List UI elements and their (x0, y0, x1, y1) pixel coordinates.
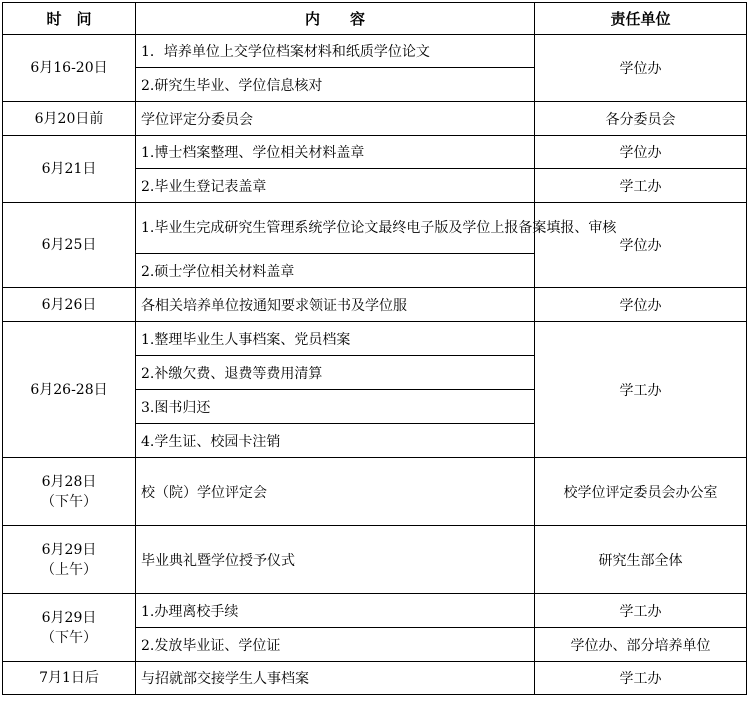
time-note: （上午） (41, 561, 97, 578)
unit-cell: 学工办 (535, 662, 747, 695)
unit-cell: 学工办 (535, 594, 747, 628)
time-cell: 6月26日 (3, 288, 136, 322)
unit-cell: 学位办 (535, 136, 747, 169)
table-row (3, 322, 747, 356)
table-row (3, 458, 747, 526)
content-cell: 1.办理离校手续 (136, 594, 535, 628)
unit-cell: 学位办 (535, 35, 747, 102)
unit-cell: 学位办 (535, 288, 747, 322)
content-cell: 4.学生证、校园卡注销 (136, 424, 535, 458)
content-cell: 学位评定分委员会 (136, 102, 535, 136)
time-cell: 6月16-20日 (3, 35, 136, 102)
content-cell: 2.补缴欠费、退费等费用清算 (136, 356, 535, 390)
content-cell: 1．培养单位上交学位档案材料和纸质学位论文 (136, 35, 535, 68)
table-row (3, 288, 747, 322)
unit-cell: 学工办 (535, 322, 747, 458)
content-cell: 各相关培养单位按通知要求领证书及学位服 (136, 288, 535, 322)
time-cell: 6月26-28日 (3, 322, 136, 458)
content-cell: 1.毕业生完成研究生管理系统学位论文最终电子版及学位上报备案填报、审核 (136, 203, 535, 254)
table-row (3, 102, 747, 136)
content-cell: 1.整理毕业生人事档案、党员档案 (136, 322, 535, 356)
schedule-table (2, 2, 747, 695)
unit-cell: 校学位评定委员会办公室 (535, 458, 747, 526)
header-time: 时 问 (3, 3, 136, 35)
header-content: 内 容 (136, 3, 535, 35)
content-cell: 毕业典礼暨学位授予仪式 (136, 526, 535, 594)
time-date: 6月28日 (41, 473, 97, 490)
unit-cell: 学位办 (535, 203, 747, 288)
unit-cell: 学位办、部分培养单位 (535, 628, 747, 662)
content-cell: 2.毕业生登记表盖章 (136, 169, 535, 203)
time-date: 6月29日 (41, 609, 97, 626)
content-cell: 2.硕士学位相关材料盖章 (136, 254, 535, 288)
time-cell: 6月25日 (3, 203, 136, 288)
header-unit: 责任单位 (535, 3, 747, 35)
content-cell: 校（院）学位评定会 (136, 458, 535, 526)
table-row (3, 35, 747, 68)
table-row (3, 526, 747, 594)
content-cell: 3.图书归还 (136, 390, 535, 424)
time-cell (3, 458, 136, 526)
table-row (3, 594, 747, 628)
table-row (3, 136, 747, 169)
time-cell: 6月20日前 (3, 102, 136, 136)
time-note: （下午） (41, 629, 97, 646)
content-cell: 2.研究生毕业、学位信息核对 (136, 68, 535, 102)
content-cell: 与招就部交接学生人事档案 (136, 662, 535, 695)
time-note: （下午） (41, 493, 97, 510)
content-cell: 2.发放毕业证、学位证 (136, 628, 535, 662)
header-row (3, 3, 747, 35)
table-row (3, 203, 747, 254)
content-cell: 1.博士档案整理、学位相关材料盖章 (136, 136, 535, 169)
unit-cell: 各分委员会 (535, 102, 747, 136)
table-row (3, 662, 747, 695)
time-cell: 7月1日后 (3, 662, 136, 695)
unit-cell: 研究生部全体 (535, 526, 747, 594)
unit-cell: 学工办 (535, 169, 747, 203)
time-cell (3, 594, 136, 662)
time-date: 6月29日 (41, 541, 97, 558)
time-cell (3, 526, 136, 594)
time-cell: 6月21日 (3, 136, 136, 203)
